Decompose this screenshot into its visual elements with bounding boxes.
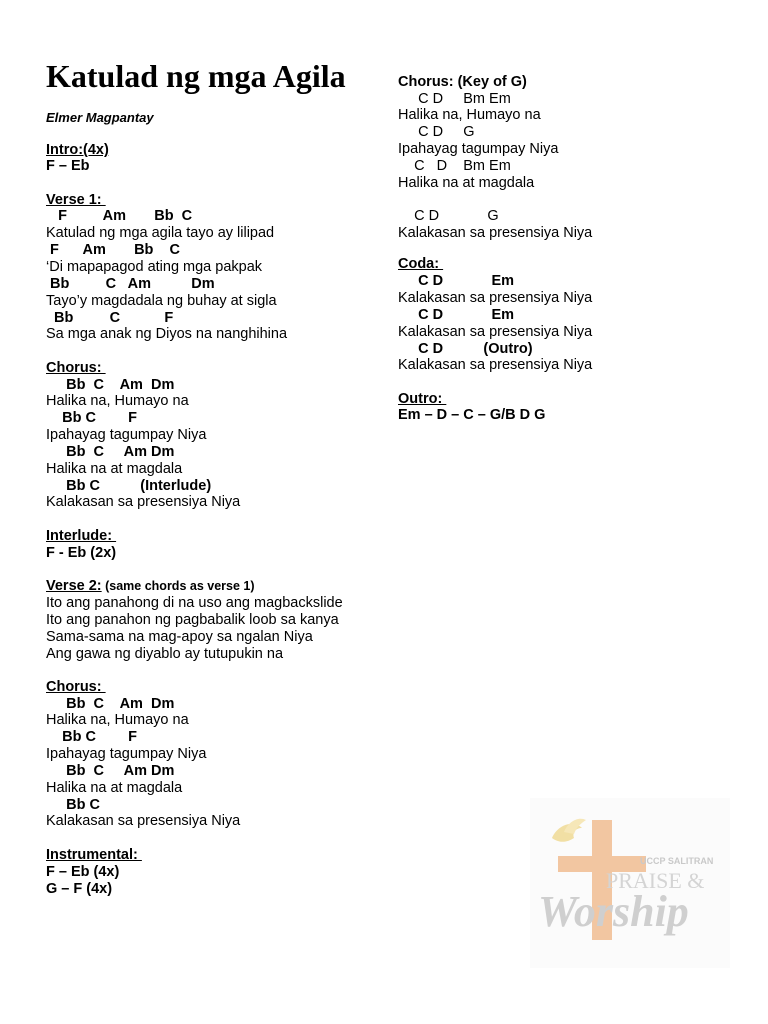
lyric-line: Ang gawa ng diyablo ay tutupukin na: [46, 646, 284, 662]
chorus1-heading: Chorus:: [46, 360, 106, 376]
chord-line: Bb C F: [46, 410, 138, 426]
lyric-line: Katulad ng mga agila tayo ay lilipad: [46, 225, 275, 241]
lyric-line: Halika na at magdala: [46, 780, 183, 796]
lyric-line: Halika na at magdala: [46, 461, 183, 477]
lyric-line: Halika na, Humayo na: [46, 393, 189, 409]
intro-chords: F – Eb: [46, 158, 90, 174]
logo-org-text: UCCP SALITRAN: [640, 856, 714, 866]
chord-line: C D Bm Em: [398, 91, 511, 107]
lyric-line: Kalakasan sa presensiya Niya: [398, 225, 593, 241]
chord-line: Bb C F: [46, 729, 138, 745]
verse2-heading: Verse 2:: [46, 578, 102, 594]
lyric-line: Halika na, Humayo na: [398, 107, 541, 123]
logo-worship-text: Worship: [538, 887, 689, 936]
lyric-line: Kalakasan sa presensiya Niya: [46, 813, 241, 829]
lyric-line: Tayo’y magdadala ng buhay at sigla: [46, 293, 277, 309]
logo-praise-text: PRAISE &: [606, 868, 705, 893]
lyric-line: Kalakasan sa presensiya Niya: [398, 357, 593, 373]
chord-line: Bb C Am Dm: [46, 444, 175, 460]
lyric-line: Ito ang panahong di na uso ang magbackslide: [46, 595, 343, 611]
intro-heading: Intro:(4x): [46, 142, 109, 158]
chord-line: C D G: [398, 124, 475, 140]
chord-line: Bb C Am Dm: [46, 276, 215, 292]
chord-line: Bb C (Interlude): [46, 478, 212, 494]
chorus-g-heading: Chorus: (Key of G): [398, 74, 527, 90]
chord-line: Bb C Am Dm: [46, 377, 175, 393]
chord-line: C D Bm Em: [398, 158, 511, 174]
chord-line: F Am Bb C: [46, 208, 193, 224]
verse1-heading: Verse 1:: [46, 192, 106, 208]
chord-line: Bb C F: [46, 310, 174, 326]
instrumental-chords: G – F (4x): [46, 881, 113, 897]
lyric-line: Halika na at magdala: [398, 175, 535, 191]
chord-line: Bb C: [46, 797, 100, 813]
lyric-line: Ipahayag tagumpay Niya: [46, 746, 207, 762]
verse2-heading-line: [46, 578, 255, 595]
coda-heading: Coda:: [398, 256, 444, 272]
lyric-line: Kalakasan sa presensiya Niya: [398, 290, 593, 306]
song-title: Katulad ng mga Agila: [46, 58, 346, 94]
instrumental-chords: F – Eb (4x): [46, 864, 120, 880]
lyric-line: Ipahayag tagumpay Niya: [398, 141, 559, 157]
lyric-line: Kalakasan sa presensiya Niya: [46, 494, 241, 510]
interlude-chords: F - Eb (2x): [46, 545, 117, 561]
song-author: Elmer Magpantay: [46, 110, 154, 125]
chord-line: C D Em: [398, 273, 515, 289]
lyric-line: Sa mga anak ng Diyos na nanghihina: [46, 326, 288, 342]
praise-worship-logo: [530, 798, 730, 968]
instrumental-heading: Instrumental:: [46, 847, 142, 863]
chord-line: C D G: [398, 208, 499, 224]
lyric-line: Sama-sama na mag-apoy sa ngalan Niya: [46, 629, 313, 645]
interlude-heading: Interlude:: [46, 528, 117, 544]
verse2-note: (same chords as verse 1): [101, 579, 255, 593]
chorus2-heading: Chorus:: [46, 679, 106, 695]
lyric-line: ‘Di mapapagod ating mga pakpak: [46, 259, 263, 275]
outro-heading: Outro:: [398, 391, 447, 407]
lyric-line: Halika na, Humayo na: [46, 712, 189, 728]
lyric-line: Kalakasan sa presensiya Niya: [398, 324, 593, 340]
chord-line: C D Em: [398, 307, 515, 323]
chord-line: Bb C Am Dm: [46, 763, 175, 779]
chord-line: C D (Outro): [398, 341, 533, 357]
chord-line: F Am Bb C: [46, 242, 180, 258]
lyric-line: Ipahayag tagumpay Niya: [46, 427, 207, 443]
lyric-line: Ito ang panahon ng pagbabalik loob sa kanya: [46, 612, 339, 628]
chord-line: Bb C Am Dm: [46, 696, 175, 712]
outro-chords: Em – D – C – G/B D G: [398, 407, 546, 423]
